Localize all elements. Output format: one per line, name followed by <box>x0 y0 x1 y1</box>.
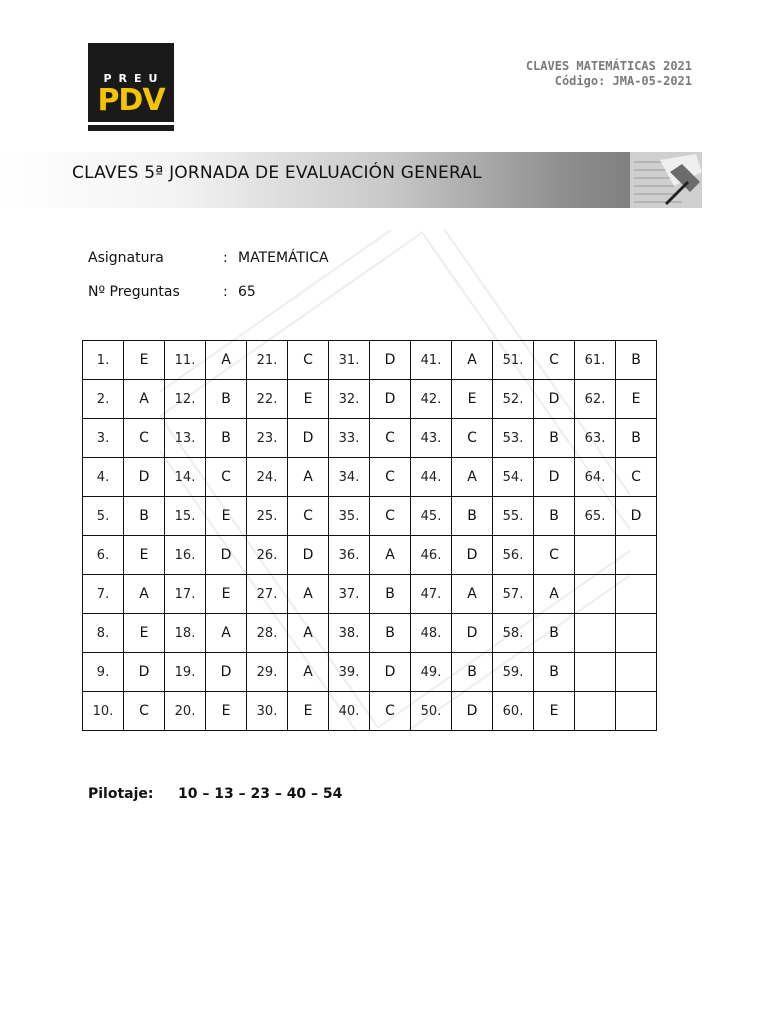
question-number-cell: 4. <box>83 458 124 497</box>
answer-key-cell: A <box>124 380 165 419</box>
question-number-cell: 58. <box>493 614 534 653</box>
questions-label: Nº Preguntas <box>88 284 180 300</box>
question-number-cell <box>575 536 616 575</box>
answer-key-cell: C <box>206 458 247 497</box>
answer-key-cell: B <box>534 497 575 536</box>
preu-pdv-logo <box>88 43 174 131</box>
question-number-cell: 64. <box>575 458 616 497</box>
question-number-cell: 24. <box>247 458 288 497</box>
question-number-cell <box>575 575 616 614</box>
answer-key-cell: D <box>370 380 411 419</box>
question-number-cell: 3. <box>83 419 124 458</box>
pilotaje-value: 10 – 13 – 23 – 40 – 54 <box>178 786 343 802</box>
question-number-cell: 42. <box>411 380 452 419</box>
answer-key-cell <box>616 575 657 614</box>
question-number-cell: 2. <box>83 380 124 419</box>
answer-key-cell: D <box>206 536 247 575</box>
question-number-cell: 39. <box>329 653 370 692</box>
question-number-cell: 25. <box>247 497 288 536</box>
question-number-cell: 21. <box>247 341 288 380</box>
answer-key-cell: A <box>206 341 247 380</box>
pilotaje-label: Pilotaje: <box>88 786 154 802</box>
question-number-cell: 10. <box>83 692 124 731</box>
question-number-cell: 57. <box>493 575 534 614</box>
answer-key-cell <box>616 614 657 653</box>
question-number-cell: 7. <box>83 575 124 614</box>
table-row <box>83 575 657 614</box>
question-number-cell: 29. <box>247 653 288 692</box>
answer-key-cell: A <box>288 575 329 614</box>
question-number-cell <box>575 614 616 653</box>
answer-key-cell: B <box>370 575 411 614</box>
question-number-cell: 23. <box>247 419 288 458</box>
table-row <box>83 419 657 458</box>
question-number-cell <box>575 692 616 731</box>
table-row <box>83 692 657 731</box>
answer-key-cell: C <box>534 536 575 575</box>
question-number-cell: 44. <box>411 458 452 497</box>
answer-key-cell: C <box>124 419 165 458</box>
answer-key-cell: A <box>452 341 493 380</box>
question-number-cell: 30. <box>247 692 288 731</box>
question-number-cell: 33. <box>329 419 370 458</box>
answer-key-cell: D <box>288 536 329 575</box>
table-row <box>83 653 657 692</box>
answer-key-cell: A <box>206 614 247 653</box>
answer-key-cell: D <box>616 497 657 536</box>
answer-key-cell: C <box>370 419 411 458</box>
page-title: CLAVES 5ª JORNADA DE EVALUACIÓN GENERAL <box>72 163 482 183</box>
answer-key-cell: E <box>124 614 165 653</box>
question-number-cell: 9. <box>83 653 124 692</box>
question-number-cell: 32. <box>329 380 370 419</box>
question-number-cell: 55. <box>493 497 534 536</box>
question-number-cell: 18. <box>165 614 206 653</box>
question-number-cell: 41. <box>411 341 452 380</box>
subject-separator: : <box>223 250 228 266</box>
answer-key-cell: C <box>370 497 411 536</box>
question-number-cell: 17. <box>165 575 206 614</box>
question-number-cell: 13. <box>165 419 206 458</box>
answer-key-cell: E <box>206 692 247 731</box>
questions-separator: : <box>223 284 228 300</box>
question-number-cell: 62. <box>575 380 616 419</box>
question-number-cell: 11. <box>165 341 206 380</box>
question-number-cell: 51. <box>493 341 534 380</box>
question-number-cell: 26. <box>247 536 288 575</box>
answer-key-cell: C <box>616 458 657 497</box>
question-number-cell: 49. <box>411 653 452 692</box>
answer-key-cell: C <box>370 458 411 497</box>
question-number-cell: 48. <box>411 614 452 653</box>
answer-key-cell: A <box>452 458 493 497</box>
question-number-cell: 43. <box>411 419 452 458</box>
question-number-cell: 37. <box>329 575 370 614</box>
questions-value: 65 <box>238 284 256 300</box>
answer-key-cell: C <box>124 692 165 731</box>
question-number-cell: 35. <box>329 497 370 536</box>
question-number-cell: 46. <box>411 536 452 575</box>
question-number-cell: 54. <box>493 458 534 497</box>
answer-key-cell: E <box>616 380 657 419</box>
question-number-cell: 19. <box>165 653 206 692</box>
answer-key-cell: B <box>206 380 247 419</box>
header-code: Código: JMA-05-2021 <box>554 74 692 88</box>
question-number-cell: 47. <box>411 575 452 614</box>
question-number-cell: 22. <box>247 380 288 419</box>
question-number-cell: 53. <box>493 419 534 458</box>
answer-key-cell: A <box>534 575 575 614</box>
table-row <box>83 497 657 536</box>
answer-key-cell: C <box>370 692 411 731</box>
question-number-cell: 6. <box>83 536 124 575</box>
question-number-cell: 28. <box>247 614 288 653</box>
answer-key-cell: B <box>124 497 165 536</box>
question-number-cell: 31. <box>329 341 370 380</box>
logo-underline <box>88 122 174 125</box>
answer-key-cell: B <box>452 653 493 692</box>
question-number-cell: 61. <box>575 341 616 380</box>
answer-key-cell: A <box>124 575 165 614</box>
answer-key-cell: C <box>452 419 493 458</box>
answer-key-cell: E <box>452 380 493 419</box>
answer-key-cell: D <box>534 458 575 497</box>
answer-key-cell: B <box>534 614 575 653</box>
subject-label: Asignatura <box>88 250 164 266</box>
question-number-cell: 45. <box>411 497 452 536</box>
answer-key-cell: E <box>288 380 329 419</box>
answer-key-cell: B <box>370 614 411 653</box>
answer-key-cell: D <box>452 614 493 653</box>
answer-key-cell: E <box>288 692 329 731</box>
document-header-info <box>526 59 692 89</box>
answer-key-cell: B <box>616 419 657 458</box>
question-number-cell: 63. <box>575 419 616 458</box>
table-row <box>83 458 657 497</box>
answer-key-cell: D <box>124 458 165 497</box>
question-number-cell: 59. <box>493 653 534 692</box>
question-number-cell: 20. <box>165 692 206 731</box>
answer-key-cell: E <box>206 575 247 614</box>
header-title: CLAVES MATEMÁTICAS 2021 <box>525 59 692 73</box>
answer-key-cell: D <box>534 380 575 419</box>
logo-preu-text: PREU <box>103 72 165 85</box>
subject-value: MATEMÁTICA <box>238 250 329 266</box>
question-number-cell: 56. <box>493 536 534 575</box>
question-number-cell: 38. <box>329 614 370 653</box>
answer-key-cell <box>616 536 657 575</box>
answer-key-cell: B <box>616 341 657 380</box>
answer-key-cell: A <box>288 653 329 692</box>
question-number-cell: 52. <box>493 380 534 419</box>
question-number-cell: 1. <box>83 341 124 380</box>
question-number-cell: 40. <box>329 692 370 731</box>
answer-key-cell: E <box>124 341 165 380</box>
answer-key-cell: A <box>288 458 329 497</box>
answer-key-cell <box>616 692 657 731</box>
answer-key-table <box>82 340 657 731</box>
answer-key-cell: C <box>534 341 575 380</box>
answer-key-cell: E <box>534 692 575 731</box>
answer-key-cell: A <box>452 575 493 614</box>
answer-key-cell: D <box>452 692 493 731</box>
answer-key-cell: D <box>206 653 247 692</box>
answer-key-cell: D <box>370 653 411 692</box>
question-number-cell <box>575 653 616 692</box>
question-number-cell: 36. <box>329 536 370 575</box>
answer-key-cell: C <box>288 497 329 536</box>
logo-pdv-text: PDV <box>97 83 165 118</box>
question-number-cell: 8. <box>83 614 124 653</box>
table-row <box>83 536 657 575</box>
question-number-cell: 14. <box>165 458 206 497</box>
question-number-cell: 16. <box>165 536 206 575</box>
answer-key-cell: D <box>370 341 411 380</box>
question-number-cell: 12. <box>165 380 206 419</box>
answer-key-cell: D <box>124 653 165 692</box>
question-number-cell: 27. <box>247 575 288 614</box>
answer-key-cell: E <box>124 536 165 575</box>
question-number-cell: 34. <box>329 458 370 497</box>
answer-key-cell: B <box>452 497 493 536</box>
answer-key-cell: A <box>370 536 411 575</box>
table-row <box>83 614 657 653</box>
answer-key-cell: B <box>534 653 575 692</box>
answer-key-cell: A <box>288 614 329 653</box>
question-number-cell: 15. <box>165 497 206 536</box>
question-number-cell: 5. <box>83 497 124 536</box>
answer-key-cell: B <box>206 419 247 458</box>
question-number-cell: 50. <box>411 692 452 731</box>
answer-key-cell: B <box>534 419 575 458</box>
banner-photo-image <box>630 152 702 208</box>
table-row <box>83 341 657 380</box>
pilotaje-row <box>88 786 343 802</box>
question-number-cell: 65. <box>575 497 616 536</box>
answer-key-cell: D <box>288 419 329 458</box>
answer-key-cell: D <box>452 536 493 575</box>
answer-key-cell <box>616 653 657 692</box>
answer-key-cell: E <box>206 497 247 536</box>
question-number-cell: 60. <box>493 692 534 731</box>
answer-key-cell: C <box>288 341 329 380</box>
table-row <box>83 380 657 419</box>
